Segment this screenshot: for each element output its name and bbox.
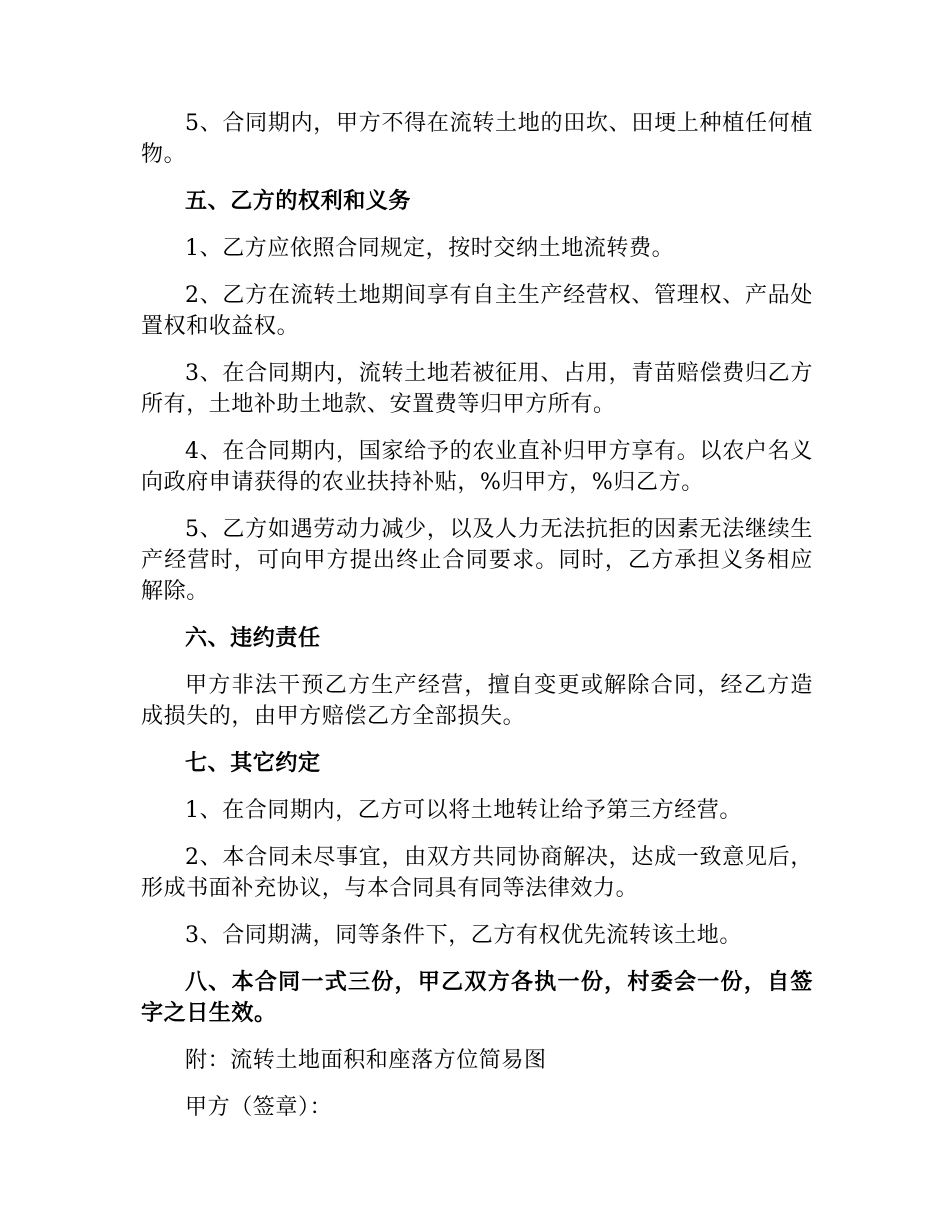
party-a-signature-line: 甲方（签章）： [185, 1095, 333, 1120]
clause-a5-paragraph: 5、合同期内，甲方不得在流转土地的田坎、田埂上种植任何植物。 [141, 111, 813, 167]
clause-b3-paragraph: 3、在合同期内，流转土地若被征用、占用，青苗赔偿费归乙方所有，土地补助土地款、安置费等归甲方所有。 [141, 361, 813, 417]
clause-b1-paragraph: 1、乙方应依照合同规定，按时交纳土地流转费。 [185, 236, 675, 261]
clause-c1-paragraph: 1、在合同期内，乙方可以将土地转让给予第三方经营。 [185, 798, 742, 823]
appendix-line: 附：流转土地面积和座落方位简易图 [185, 1048, 547, 1073]
clause-c2-paragraph: 2、本合同未尽事宜，由双方共同协商解决，达成一致意见后，形成书面补充协议，与本合同具有同等法律效力。 [141, 845, 813, 901]
section-6-heading: 六、违约责任 [185, 626, 321, 651]
document-page [141, 108, 813, 1139]
section-7-heading: 七、其它约定 [185, 751, 321, 776]
clause-b5-paragraph: 5、乙方如遇劳动力减少，以及人力无法抗拒的因素无法继续生产经营时，可向甲方提出终止合同要求。同时，乙方承担义务相应解除。 [141, 517, 813, 604]
section-5-heading: 五、乙方的权利和义务 [185, 189, 412, 214]
clause-b2-paragraph: 2、乙方在流转土地期间享有自主生产经营权、管理权、产品处置权和收益权。 [141, 283, 813, 339]
clause-c3-paragraph: 3、合同期满，同等条件下，乙方有权优先流转该土地。 [185, 923, 742, 948]
breach-paragraph: 甲方非法干预乙方生产经营，擅自变更或解除合同，经乙方造成损失的，由甲方赔偿乙方全部损失。 [141, 673, 813, 729]
section-8-heading: 八、本合同一式三份，甲乙双方各执一份，村委会一份，自签字之日生效。 [141, 970, 813, 1026]
clause-b4-paragraph: 4、在合同期内，国家给予的农业直补归甲方享有。以农户名义向政府申请获得的农业扶持补贴，%归甲方，%归乙方。 [141, 439, 813, 495]
